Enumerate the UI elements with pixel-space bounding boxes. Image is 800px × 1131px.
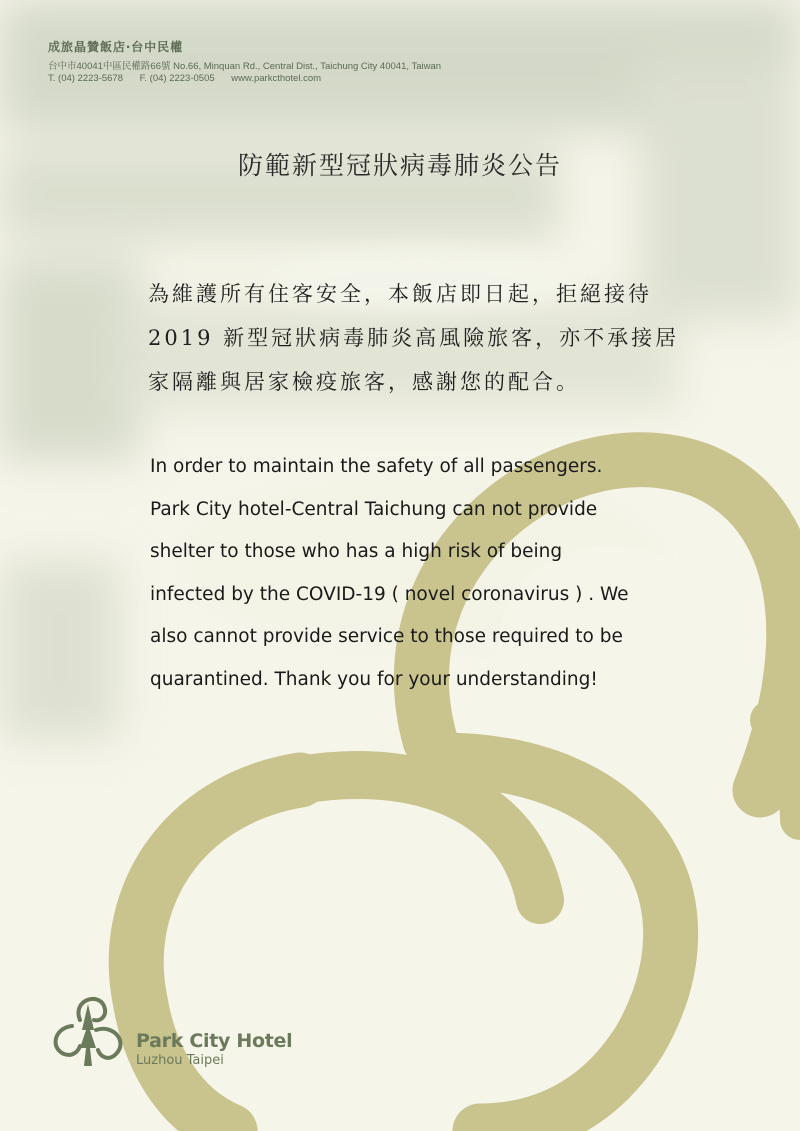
english-notice-line: also cannot provide service to those required to be [150,626,623,647]
english-notice-line: Park City hotel-Central Taichung can not provide [150,498,598,520]
hotel-website: www.parkcthotel.com [231,73,322,84]
english-notice-line: quarantined. Thank you for your understanding! [150,668,598,690]
english-notice [150,446,710,701]
hotel-fax: F. (04) 2223-0505 [139,73,215,84]
notice-title: 防範新型冠狀病毒肺炎公告 [237,151,562,180]
english-notice-line: shelter to those who has a high risk of being [150,541,563,562]
brand-location: Luzhou Taipei [136,1053,224,1068]
tree-swirl-logo-icon [46,990,130,1070]
letterhead [48,38,441,85]
chinese-notice-line: 2019 新型冠狀病毒肺炎高風險旅客，亦不承接居 [148,326,680,350]
english-notice-line: infected by the COVID-19 ( novel coronavirus ) . We [150,583,629,605]
hotel-contact [48,73,441,85]
hotel-tel: T. (04) 2223-5678 [48,73,123,84]
chinese-notice-line: 家隔離與居家檢疫旅客，感謝您的配合。 [148,370,580,394]
hotel-address: 台中市40041中區民權路66號 No.66, Minquan Rd., Central Dist., Taichung City 40041, Taiwan [48,61,442,72]
brand-name: Park City Hotel [136,1030,293,1052]
chinese-notice-line: 為維護所有住客安全，本飯店即日起，拒絕接待 [148,282,652,306]
hotel-branch-name: 成旅晶贊飯店‧台中民權 [48,40,184,54]
english-notice-line: In order to maintain the safety of all passengers. [150,456,603,477]
brand-logo-text [136,1030,292,1068]
chinese-notice [148,272,680,404]
